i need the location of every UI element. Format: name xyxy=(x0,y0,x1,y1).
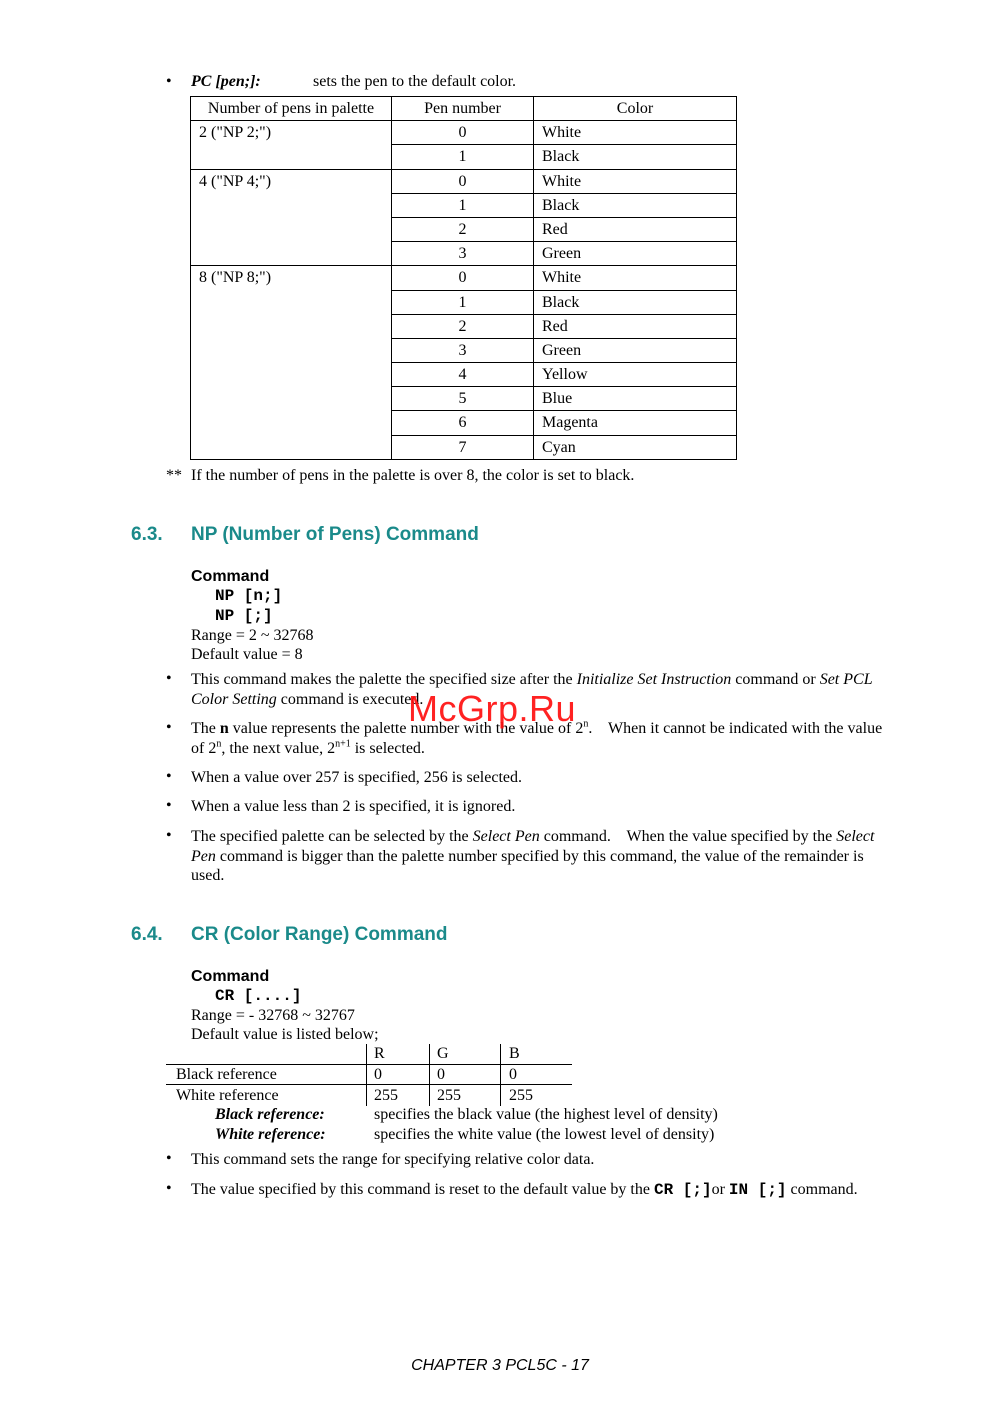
row-label: White reference xyxy=(176,1087,279,1104)
definition-term: White reference: xyxy=(215,1126,326,1143)
header-cell: G xyxy=(437,1045,449,1062)
table-row xyxy=(191,121,737,145)
cell-value: 255 xyxy=(374,1087,398,1104)
command-syntax: NP [n;] xyxy=(215,587,283,605)
color-cell: Blue xyxy=(534,387,737,411)
definition-term: Black reference: xyxy=(215,1106,325,1123)
note-mark: ** xyxy=(166,467,182,484)
pen-number-cell: 3 xyxy=(392,242,534,266)
pen-number-cell: 3 xyxy=(392,338,534,362)
bullet: • xyxy=(166,73,172,90)
pen-number-cell: 4 xyxy=(392,363,534,387)
row-label: Black reference xyxy=(176,1066,277,1083)
section-title: NP (Number of Pens) Command xyxy=(191,524,479,545)
color-cell: Black xyxy=(534,145,737,169)
np-bullet-2: The n value represents the palette number with the value of 2$^n$. When it cannot be indicated with the value of 2$^n$, the next value, $2^{n+1}$ is selected. xyxy=(191,718,883,757)
command-syntax: NP [;] xyxy=(215,607,273,625)
np-bullet-1: This command makes the palette the specified size after the Initialize Set Instruction command or Set PCL Color Setting command is executed. xyxy=(191,671,873,708)
np-bullet-3: When a value over 257 is specified, 256 is selected. xyxy=(191,769,522,786)
table-header-row xyxy=(191,97,737,121)
section-title: CR (Color Range) Command xyxy=(191,924,448,945)
range-text: Range = - 32768 ~ 32767 xyxy=(191,1007,355,1024)
section-number: 6.4. xyxy=(131,924,163,945)
cr-bullet-2: The value specified by this command is reset to the default value by the CR [;]or IN [;] command. xyxy=(191,1181,858,1199)
definition-desc: specifies the black value (the highest level of density) xyxy=(374,1106,718,1123)
note-text: If the number of pens in the palette is over 8, the color is set to black. xyxy=(191,467,635,484)
bullet: • xyxy=(166,719,172,736)
pen-number-cell: 5 xyxy=(392,387,534,411)
color-cell: Black xyxy=(534,290,737,314)
color-cell: Yellow xyxy=(534,363,737,387)
command-label: Command xyxy=(191,568,270,585)
command-syntax: CR [....] xyxy=(215,987,302,1005)
table-rule xyxy=(429,1044,430,1106)
color-cell: Green xyxy=(534,338,737,362)
bullet: • xyxy=(166,797,172,814)
palette-size-cell: 4 ("NP 4;") xyxy=(191,169,392,266)
section-number: 6.3. xyxy=(131,524,163,545)
pen-number-cell: 0 xyxy=(392,169,534,193)
bullet: • xyxy=(166,768,172,785)
header-cell: Color xyxy=(534,97,737,121)
palette-size-cell: 8 ("NP 8;") xyxy=(191,266,392,460)
range-text: Range = 2 ~ 32768 xyxy=(191,627,314,644)
pen-number-cell: 2 xyxy=(392,314,534,338)
color-cell: Cyan xyxy=(534,435,737,459)
pen-number-cell: 2 xyxy=(392,217,534,241)
color-cell: White xyxy=(534,121,737,145)
color-cell: Green xyxy=(534,242,737,266)
color-cell: Black xyxy=(534,193,737,217)
pen-number-cell: 0 xyxy=(392,121,534,145)
palette-size-cell: 2 ("NP 2;") xyxy=(191,121,392,169)
pen-number-cell: 7 xyxy=(392,435,534,459)
pen-color-table xyxy=(190,96,737,460)
color-cell: White xyxy=(534,266,737,290)
page-footer: CHAPTER 3 PCL5C - 17 xyxy=(411,1357,589,1374)
table-rule xyxy=(166,1084,572,1085)
pen-number-cell: 1 xyxy=(392,193,534,217)
color-cell: Red xyxy=(534,314,737,338)
table-rule xyxy=(166,1064,572,1065)
watermark-text: McGrp.Ru xyxy=(408,688,577,729)
cell-value: 0 xyxy=(437,1066,445,1083)
table-row xyxy=(191,169,737,193)
cr-bullet-1: This command sets the range for specifying relative color data. xyxy=(191,1151,595,1168)
default-text: Default value = 8 xyxy=(191,646,303,663)
np-bullet-5: The specified palette can be selected by the Select Pen command. When the value specified by the Select Pen command is bigger than the palette number specified by this command, the value of the remainder is used. xyxy=(191,828,875,884)
table-row xyxy=(191,266,737,290)
pc-label: PC [pen;]: xyxy=(191,73,261,90)
bullet: • xyxy=(166,670,172,687)
pen-number-cell: 0 xyxy=(392,266,534,290)
cell-value: 0 xyxy=(509,1066,517,1083)
pen-number-cell: 6 xyxy=(392,411,534,435)
np-bullet-4: When a value less than 2 is specified, it is ignored. xyxy=(191,798,516,815)
header-cell: Pen number xyxy=(392,97,534,121)
cell-value: 255 xyxy=(509,1087,533,1104)
command-label: Command xyxy=(191,968,270,985)
color-cell: Magenta xyxy=(534,411,737,435)
bullet: • xyxy=(166,1180,172,1197)
header-cell: R xyxy=(374,1045,385,1062)
bullet: • xyxy=(166,827,172,844)
pen-number-cell: 1 xyxy=(392,290,534,314)
header-cell: B xyxy=(509,1045,520,1062)
color-cell: Red xyxy=(534,217,737,241)
table-rule xyxy=(366,1044,367,1106)
definition-desc: specifies the white value (the lowest level of density) xyxy=(374,1126,715,1143)
color-cell: White xyxy=(534,169,737,193)
table-rule xyxy=(500,1044,501,1106)
cell-value: 0 xyxy=(374,1066,382,1083)
bullet: • xyxy=(166,1150,172,1167)
default-text: Default value is listed below; xyxy=(191,1026,379,1043)
pen-number-cell: 1 xyxy=(392,145,534,169)
header-cell: Number of pens in palette xyxy=(191,97,392,121)
pc-desc: sets the pen to the default color. xyxy=(313,73,517,90)
cell-value: 255 xyxy=(437,1087,461,1104)
